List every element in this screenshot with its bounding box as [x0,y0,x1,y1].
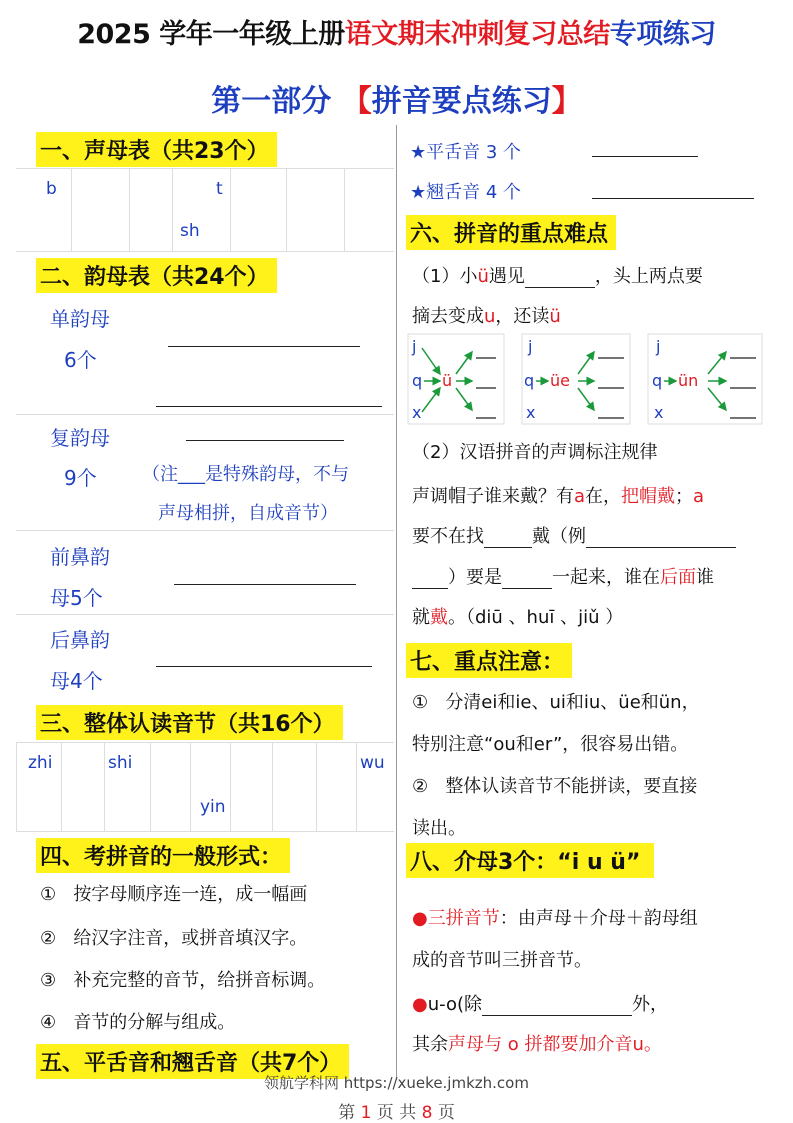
letter-q: q [524,371,535,390]
syllable-zhi: zhi [28,753,53,773]
syllable-yin: yin [200,797,226,817]
letter-x: x [526,403,536,422]
letter-q: q [652,371,663,390]
bullet-icon: ● [412,994,428,1015]
flat-tongue-label: ★平舌音 3 个 [410,142,522,163]
single-finals-label: 单韵母 [50,307,110,331]
initial-t: t [216,179,223,199]
cell-divider [61,743,62,831]
rule-1-line-1: （1）小ü遇见 ，头上两点要 [412,266,703,287]
attention-item-1: ① 分清ei和ie、ui和iu、üe和ün， [412,692,700,713]
page-indicator: 第 1 页 共 8 页 [338,1103,455,1123]
initial-sh: sh [180,221,200,241]
section-heading-whole-syllables: 三、整体认读音节（共16个） [36,705,343,740]
rule-2-line-3: ）要是 一起来，谁在后面谁 [412,563,714,589]
cell-divider [71,169,72,251]
rule-2-heading: （2）汉语拼音的声调标注规律 [412,442,658,463]
rule-2-line-4: 就戴。（diū 、huī 、jiǔ ） [412,607,624,628]
exam-form-item: ② 给汉字注音，或拼音填汉字。 [40,928,308,949]
compound-finals-label: 复韵母 [50,426,110,450]
diagram-panel-3 [648,334,762,424]
cell-divider [150,743,151,831]
row-divider [16,614,394,615]
front-nasal-count: 母5个 [50,586,103,610]
triple-syllable-line-1: ●三拼音节：由声母＋介母＋韵母组 [412,908,698,929]
syllable-wu: wu [360,753,385,773]
answer-line [156,406,382,407]
special-finals-note-1: （注___是特殊韵母，不与 [142,464,349,485]
answer-line [174,584,356,585]
section-heading-attention: 七、重点注意： [406,643,572,678]
bullet-icon: ● [412,908,428,929]
front-nasal-label: 前鼻韵 [50,545,110,569]
bracket-open: 【 [341,84,372,119]
bracket-close: 】 [551,84,582,119]
row-divider [16,414,394,415]
initial-b: b [46,179,57,199]
cell-divider [356,743,357,831]
title-part-3: 专项练习 [609,19,716,50]
cell-divider [190,743,191,831]
uo-rule-line-1: ●u-o(除 外， [412,994,668,1015]
single-finals-count: 6个 [64,348,97,372]
letter-j: j [656,337,661,356]
column-divider [396,125,397,1080]
page-title [0,12,793,51]
letter-q: q [412,371,423,390]
cell-divider [129,169,130,251]
initials-table [16,168,394,252]
attention-item-2-line-2: 读出。 [412,818,466,839]
title-part-1: 2025 学年一年级上册 [77,19,345,50]
center-un: ün [678,371,699,390]
answer-line [168,346,360,347]
diagram-panel-2 [522,334,630,424]
triple-syllable-line-2: 成的音节叫三拼音节。 [412,950,592,971]
cell-divider [172,169,173,251]
rule-2-line-1: 声调帽子谁来戴？有a在，把帽戴；a [412,486,705,507]
answer-line [186,440,344,441]
center-u: ü [442,371,453,390]
section-heading-exam-forms: 四、考拼音的一般形式： [36,838,290,873]
answer-line [592,198,754,199]
compound-finals-count: 9个 [64,466,97,490]
exam-form-item: ① 按字母顺序连一连，成一幅画 [40,884,308,905]
exam-form-item: ③ 补充完整的音节，给拼音标调。 [40,970,326,991]
letter-j: j [528,337,533,356]
center-ue: üe [550,371,570,390]
letter-x: x [412,403,422,422]
rule-1-line-2: 摘去变成u，还读ü [412,306,561,327]
syllable-shi: shi [108,753,133,773]
cell-divider [16,743,17,831]
section-heading-initials: 一、声母表（共23个） [36,132,277,167]
answer-line [156,666,372,667]
jqx-u-diagram [406,332,766,428]
title-part-2: 语文期末冲刺复习总结 [344,19,610,50]
answer-line [592,156,698,157]
attention-item-1-line-2: 特别注意“ou和er”，很容易出错。 [412,734,689,755]
letter-j: j [412,337,417,356]
section-heading-medials: 八、介母3个：“i u ü” [406,843,654,878]
cell-divider [316,743,317,831]
attention-item-2: ② 整体认读音节不能拼读，要直接 [412,776,698,797]
letter-x: x [654,403,664,422]
diagram-panel-1 [408,334,504,424]
subtitle-part-1: 第一部分 [211,84,332,119]
cell-divider [230,169,231,251]
special-finals-note-2: 声母相拼，自成音节） [158,503,338,524]
page-subtitle [0,76,793,120]
watermark: 领航学科网 https://xueke.jmkzh.com [264,1074,529,1092]
retroflex-label: ★翘舌音 4 个 [410,182,522,203]
section-heading-finals: 二、韵母表（共24个） [36,258,277,293]
section-heading-key-points: 六、拼音的重点难点 [406,215,616,250]
uo-rule-line-2: 其余声母与 o 拼都要加介音u。 [412,1034,662,1055]
rule-2-line-2: 要不在找 戴（例 [412,522,736,548]
back-nasal-count: 母4个 [50,669,103,693]
whole-syllables-table [16,742,394,832]
cell-divider [104,743,105,831]
section-heading-flat-retroflex: 五、平舌音和翘舌音（共7个） [36,1044,349,1079]
exam-form-item: ④ 音节的分解与组成。 [40,1012,236,1033]
back-nasal-label: 后鼻韵 [50,628,110,652]
cell-divider [230,743,231,831]
row-divider [16,530,394,531]
cell-divider [344,169,345,251]
subtitle-part-2: 拼音要点练习 [371,84,552,119]
cell-divider [272,743,273,831]
cell-divider [286,169,287,251]
